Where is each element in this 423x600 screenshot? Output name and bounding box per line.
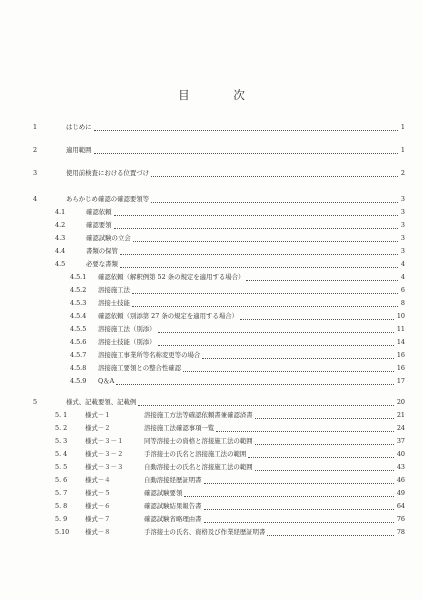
toc-page: 4 (400, 260, 405, 268)
leader-dots (202, 351, 394, 359)
toc-entry[interactable] (0, 474, 423, 486)
toc-page: 40 (396, 450, 405, 458)
leader-dots (204, 476, 394, 484)
toc-number: 1 (33, 123, 38, 131)
toc-entry[interactable] (0, 513, 423, 525)
toc-entry[interactable] (0, 375, 423, 387)
leader-dots (132, 299, 398, 307)
leader-dots (120, 247, 398, 255)
form-label: 様式－２ (85, 424, 111, 432)
toc-entry[interactable] (0, 362, 423, 374)
toc-number: 5. 3 (55, 437, 68, 445)
form-label: 様式－７ (85, 515, 111, 523)
toc-label: はじめに (66, 123, 92, 131)
toc-number: 5.10 (55, 528, 70, 536)
toc-number: 4.5.2 (70, 286, 87, 294)
toc-page: 1 (400, 123, 405, 131)
toc-number: 4.5.9 (70, 377, 87, 385)
toc-label: 確認試験要領 (144, 489, 183, 497)
leader-dots (184, 489, 394, 497)
toc-number: 5. 8 (55, 502, 68, 510)
toc-entry[interactable] (0, 144, 423, 156)
leader-dots (114, 208, 398, 216)
toc-label: 手溶接士の氏名と溶接施工法の範囲 (144, 450, 247, 458)
toc-page: 14 (396, 338, 405, 346)
toc-number: 4.5.3 (70, 299, 87, 307)
toc-entry[interactable] (0, 487, 423, 499)
toc-entry[interactable] (0, 193, 423, 205)
toc-page: 3 (400, 221, 405, 229)
toc-number: 4 (33, 195, 38, 203)
toc-page: 64 (396, 502, 405, 510)
toc-page: 10 (396, 312, 405, 320)
toc-number: 5. 7 (55, 489, 68, 497)
toc-number: 2 (33, 146, 38, 154)
leader-dots (248, 450, 394, 458)
toc-label: 溶接施工法 (98, 286, 130, 294)
toc-label: 手溶接士の氏名、資格及び作業経歴証明書 (144, 528, 266, 536)
form-label: 様式－８ (85, 528, 111, 536)
toc-label: 溶接施工要領との整合性確認 (98, 364, 182, 372)
form-label: 様式－６ (85, 502, 111, 510)
leader-dots (240, 312, 394, 320)
toc-label: 書類の保管 (86, 247, 118, 255)
toc-label: 確認試験結果報告書 (144, 502, 202, 510)
toc-page: 11 (396, 325, 405, 333)
toc-number: 4.3 (55, 234, 66, 242)
toc-page: 24 (396, 424, 405, 432)
toc-page: 78 (396, 528, 405, 536)
toc-label: Q＆A (98, 377, 115, 385)
toc-label: 確認依頼（別添第 27 条の規定を適用する場合） (98, 312, 239, 320)
leader-dots (94, 146, 398, 154)
toc-entry[interactable] (0, 461, 423, 473)
toc-entry[interactable] (0, 271, 423, 283)
leader-dots (204, 502, 394, 510)
toc-label: 確認依頼 (86, 208, 112, 216)
leader-dots (133, 234, 398, 242)
leader-dots (120, 260, 398, 268)
form-label: 様式－３－３ (85, 463, 124, 471)
toc-page: 16 (396, 351, 405, 359)
leader-dots (267, 528, 394, 536)
toc-label: 確認依頼（解釈例第 52 条の規定を適用する場合） (98, 273, 245, 281)
toc-entry[interactable] (0, 121, 423, 133)
toc-entry[interactable] (0, 409, 423, 421)
toc-page: 17 (396, 377, 405, 385)
toc-page: 43 (396, 463, 405, 471)
toc-page: 21 (396, 411, 405, 419)
toc-label: 溶接士技能（別添） (98, 338, 156, 346)
toc-label: 様式、記載要領、記載例 (66, 398, 137, 406)
form-label: 様式－５ (85, 489, 111, 497)
form-label: 様式－３－２ (85, 450, 124, 458)
toc-number: 5. 5 (55, 463, 68, 471)
toc-number: 5. 9 (55, 515, 68, 523)
toc-page: 3 (400, 247, 405, 255)
toc-number: 3 (33, 169, 38, 177)
toc-label: 使用前検査における位置づけ (66, 169, 150, 177)
toc-label: 必要な書類 (86, 260, 118, 268)
toc-entry[interactable] (0, 219, 423, 231)
toc-label: 確認要領 (86, 221, 112, 229)
toc-entry[interactable] (0, 435, 423, 447)
toc-number: 5 (33, 398, 38, 406)
toc-entry[interactable] (0, 297, 423, 309)
toc-page: 16 (396, 364, 405, 372)
toc-page: 6 (400, 286, 405, 294)
form-label: 様式－１ (85, 411, 111, 419)
leader-dots (183, 364, 394, 372)
toc-page: 8 (400, 299, 405, 307)
toc-number: 4.5.4 (70, 312, 87, 320)
toc-page: 46 (396, 476, 405, 484)
toc-number: 4.4 (55, 247, 66, 255)
leader-dots (204, 515, 394, 523)
toc-entry[interactable] (0, 396, 423, 408)
toc-entry[interactable] (0, 448, 423, 460)
toc-number: 5. 2 (55, 424, 68, 432)
toc-entry[interactable] (0, 258, 423, 270)
toc-number: 4.5.1 (70, 273, 87, 281)
toc-entry[interactable] (0, 232, 423, 244)
toc-entry[interactable] (0, 422, 423, 434)
toc-label: 溶接施工法確認事項一覧 (144, 424, 215, 432)
toc-number: 4.2 (55, 221, 66, 229)
toc-label: 溶接施工事業所等名称変更等の場合 (98, 351, 201, 359)
toc-label: 自動溶接経歴証明書 (144, 476, 202, 484)
toc-entry[interactable] (0, 206, 423, 218)
toc-page: 37 (396, 437, 405, 445)
toc-label: 同等溶接士の資格と溶接施工法の範囲 (144, 437, 253, 445)
toc-number: 4.5.5 (70, 325, 87, 333)
toc-number: 4.5 (55, 260, 66, 268)
toc-entry[interactable] (0, 310, 423, 322)
toc-label: 適用範囲 (66, 146, 92, 154)
toc-page: 20 (396, 398, 405, 406)
toc-page: 1 (400, 146, 405, 154)
toc-label: 溶接施工方法等確認依頼書兼確認済書 (144, 411, 253, 419)
toc-label: あらかじめ確認の確認要領等 (66, 195, 150, 203)
toc-number: 4.5.7 (70, 351, 87, 359)
toc-label: 確認試験省略理由書 (144, 515, 202, 523)
toc-page: 49 (396, 489, 405, 497)
toc-entry[interactable] (0, 500, 423, 512)
leader-dots (158, 325, 394, 333)
toc-page: 3 (400, 234, 405, 242)
toc-label: 溶接士技能 (98, 299, 130, 307)
leader-dots (255, 437, 394, 445)
leader-dots (158, 338, 394, 346)
leader-dots (94, 123, 398, 131)
toc-number: 4.5.8 (70, 364, 87, 372)
form-label: 様式－４ (85, 476, 111, 484)
leader-dots (114, 221, 398, 229)
toc-entry[interactable] (0, 526, 423, 538)
page-title: 目 次 (178, 88, 265, 102)
toc-label: 溶接施工法（別添） (98, 325, 156, 333)
toc-page: 3 (400, 195, 405, 203)
leader-dots (116, 377, 394, 385)
toc-entry[interactable] (0, 349, 423, 361)
toc-page: 3 (400, 208, 405, 216)
toc-page: 2 (400, 169, 405, 177)
toc-number: 5. 4 (55, 450, 68, 458)
leader-dots (216, 424, 394, 432)
leader-dots (246, 273, 398, 281)
leader-dots (151, 195, 398, 203)
leader-dots (138, 398, 394, 406)
toc-number: 4.5.6 (70, 338, 87, 346)
toc-number: 5. 6 (55, 476, 68, 484)
leader-dots (151, 169, 398, 177)
leader-dots (255, 463, 394, 471)
toc-label: 確認試験の立会 (86, 234, 131, 242)
form-label: 様式－３－１ (85, 437, 124, 445)
toc-entry[interactable] (0, 323, 423, 335)
leader-dots (132, 286, 398, 294)
toc-page: 4 (400, 273, 405, 281)
toc-entry[interactable] (0, 167, 423, 179)
toc-entry[interactable] (0, 336, 423, 348)
leader-dots (255, 411, 394, 419)
toc-entry[interactable] (0, 284, 423, 296)
toc-number: 5. 1 (55, 411, 68, 419)
toc-label: 自動溶接士の氏名と溶接施工法の範囲 (144, 463, 253, 471)
toc-page: 76 (396, 515, 405, 523)
toc-entry[interactable] (0, 245, 423, 257)
toc-number: 4.1 (55, 208, 66, 216)
